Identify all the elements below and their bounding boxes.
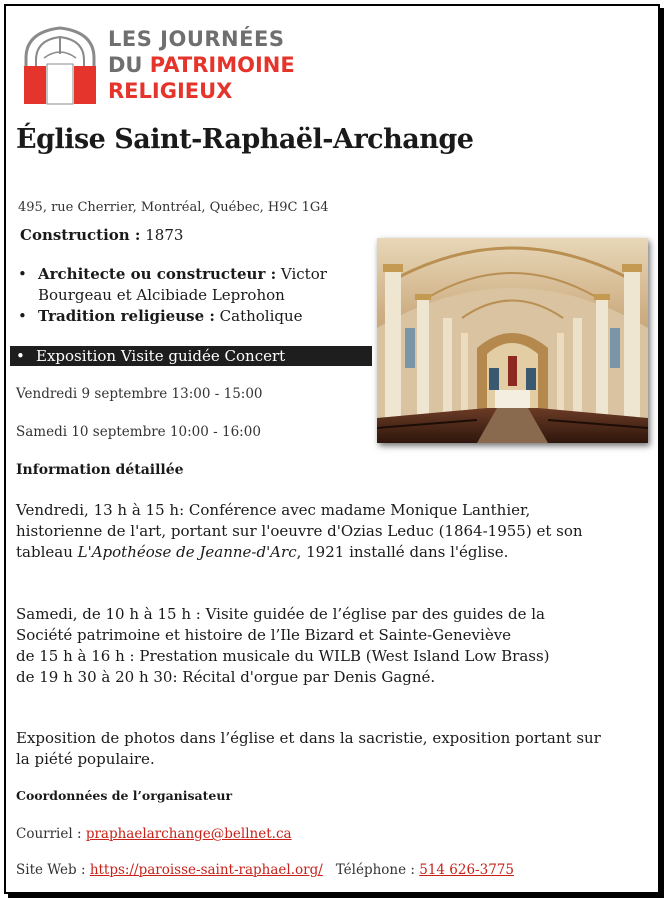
- church-interior-photo: [377, 238, 648, 443]
- date-friday: Vendredi 9 septembre 13:00 - 15:00: [16, 386, 263, 402]
- construction-value: 1873: [145, 226, 184, 244]
- site-logo[interactable]: [20, 24, 310, 108]
- logo-line1: LES JOURNÉES: [108, 27, 285, 51]
- paragraph-saturday: [16, 604, 606, 688]
- detail-value: Catholique: [219, 307, 303, 325]
- phone-label: Téléphone :: [335, 862, 420, 878]
- organizer-heading: Coordonnées de l’organisateur: [16, 788, 233, 803]
- logo-line2-a: DU: [108, 53, 150, 77]
- phone-link[interactable]: 514 626-3775: [419, 862, 514, 878]
- activity-bar: [10, 346, 372, 366]
- paragraph-exposition: Exposition de photos dans l’église et dans la sacristie, exposition portant sur la piété populaire.: [16, 729, 601, 768]
- detail-tradition: [14, 306, 374, 327]
- para1-text-end: , 1921 installé dans l'église.: [296, 543, 509, 561]
- bullet-icon: •: [16, 347, 25, 365]
- logo-line3: RELIGIEUX: [108, 79, 233, 103]
- page-title: Église Saint-Raphaël-Archange: [16, 124, 474, 155]
- date-saturday: Samedi 10 septembre 10:00 - 16:00: [16, 424, 261, 440]
- website-link[interactable]: https://paroisse-saint-raphael.org/: [89, 862, 323, 878]
- address: 495, rue Cherrier, Montréal, Québec, H9C 1G4: [18, 200, 329, 215]
- logo-line2-b: PATRIMOINE: [149, 53, 295, 77]
- details-list: [14, 264, 374, 327]
- para2-line: de 15 h à 16 h : Prestation musicale du WILB (West Island Low Brass): [16, 647, 550, 665]
- email-link[interactable]: praphaelarchange@bellnet.ca: [85, 826, 292, 842]
- web-label: Site Web :: [16, 862, 90, 878]
- artwork-title: L'Apothéose de Jeanne-d'Arc: [77, 543, 297, 561]
- para2-line: Samedi, de 10 h à 15 h : Visite guidée de l’église par des guides de la Société patrimoine et histoire de l’Ile Bizard et Sainte-Geneviève: [16, 605, 545, 644]
- contact-web-phone: [16, 862, 514, 878]
- construction-label: Construction :: [20, 226, 141, 244]
- contact-email: [16, 826, 292, 842]
- detail-architect: [14, 264, 374, 306]
- church-window-icon: [20, 24, 100, 106]
- activity-types: Exposition Visite guidée Concert: [36, 347, 286, 365]
- detail-label: Architecte ou constructeur :: [38, 265, 277, 283]
- detail-label: Tradition religieuse :: [38, 307, 215, 325]
- construction: [20, 226, 183, 244]
- info-heading: Information détaillée: [16, 462, 184, 478]
- paragraph-friday: [16, 500, 606, 563]
- para2-line: de 19 h 30 à 20 h 30: Récital d'orgue par Denis Gagné.: [16, 668, 436, 686]
- email-label: Courriel :: [16, 826, 86, 842]
- para1-text: Vendredi, 13 h à 15 h: Conférence avec madame Monique Lanthier, historienne de l'art, portant sur l'oeuvre d'Ozias Leduc (1864-1955) et son tableau: [16, 501, 583, 561]
- detail-value: Victor Bourgeau et Alcibiade Leprohon: [38, 265, 327, 304]
